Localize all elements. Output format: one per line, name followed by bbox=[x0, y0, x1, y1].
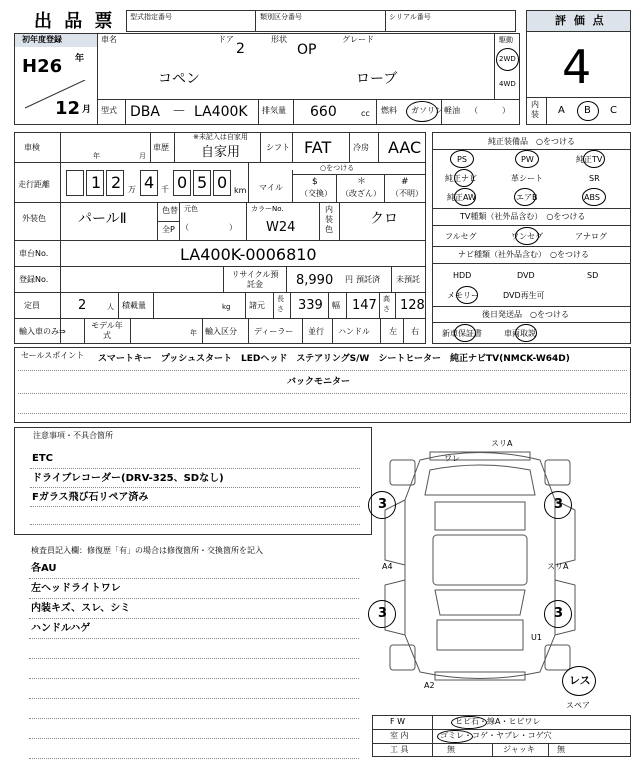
grade-label: グレード bbox=[342, 35, 374, 44]
equip-pw: PW bbox=[521, 155, 534, 164]
model-label: 型式 bbox=[101, 106, 117, 115]
first-reg-label: 初年度登録 bbox=[22, 35, 62, 44]
equip-navi-circle bbox=[454, 169, 474, 187]
document-title: 出 品 票 bbox=[34, 11, 116, 32]
inspection-month-unit: 月 bbox=[139, 152, 146, 160]
load-kg-unit: kg bbox=[222, 303, 231, 311]
recycle-value: 8,990 bbox=[296, 273, 334, 288]
light-oil-label: 軽油 bbox=[444, 106, 460, 115]
width-label: 幅 bbox=[332, 301, 340, 310]
recycle-unit: 円 bbox=[345, 275, 353, 284]
recycle-status: 預託済 bbox=[356, 275, 380, 284]
width-value: 147 bbox=[352, 298, 377, 313]
model-year-label: モデル年式 bbox=[91, 321, 123, 340]
tv-fullseg: フルセグ bbox=[445, 232, 477, 241]
equip-tv: 純正TV bbox=[576, 155, 603, 164]
selling-points-line2: バックモニター bbox=[287, 377, 351, 387]
doors-label: ドア bbox=[218, 35, 234, 44]
room-label: 室 内 bbox=[390, 731, 409, 740]
tv-oneseg: ワンセグ bbox=[511, 232, 543, 241]
jack-label: ジャッキ bbox=[503, 745, 535, 754]
color-no-label: カラーNo. bbox=[251, 205, 284, 213]
equip-abs: ABS bbox=[584, 193, 600, 202]
damage-mark-right: スリA bbox=[547, 562, 569, 571]
mileage-sen-unit: 千 bbox=[161, 185, 169, 194]
navi-hdd: HDD bbox=[453, 271, 472, 280]
mileage-label: 走行距離 bbox=[18, 180, 50, 189]
mark-unknown: （不明） bbox=[391, 189, 423, 198]
inspector-line-4: ハンドルハゲ bbox=[31, 623, 91, 634]
mileage-digit-5: 0 bbox=[217, 173, 228, 192]
capacity-value: 2 bbox=[78, 298, 87, 313]
mile-label: マイル bbox=[259, 183, 283, 192]
navi-title: ナビ種類（社外品含む） ○をつける bbox=[458, 250, 589, 259]
damage-mark-left: A4 bbox=[382, 562, 393, 571]
mileage-digit-2: 4 bbox=[144, 173, 155, 192]
interior-grade-a: A bbox=[558, 105, 565, 116]
tire-tread-rl-value: 3 bbox=[378, 606, 388, 621]
import-class-label: 輸入区分 bbox=[205, 327, 237, 336]
body-value: OP bbox=[297, 42, 317, 58]
month-unit: 月 bbox=[82, 105, 92, 115]
tools-none: 無 bbox=[447, 745, 455, 754]
year-unit: 年 bbox=[75, 54, 85, 64]
damage-mark-rear-right: U1 bbox=[531, 633, 542, 642]
history-label: 車歴 bbox=[153, 143, 169, 152]
serial-no-label: シリアル番号 bbox=[389, 13, 431, 21]
equip-ps-circle bbox=[450, 150, 474, 168]
import-label: 輸入車のみ⇒ bbox=[19, 327, 66, 336]
mark-star: ＊ bbox=[357, 177, 367, 187]
note-line-1: ETC bbox=[32, 453, 53, 464]
mileage-box-0 bbox=[66, 170, 84, 196]
color-change-label: 色替 bbox=[162, 206, 178, 215]
cc-unit: cc bbox=[361, 109, 370, 118]
model-designation-label: 型式指定番号 bbox=[130, 13, 172, 21]
interior-grade-label: 内装 bbox=[531, 100, 539, 119]
first-reg-year: H26 bbox=[22, 56, 63, 77]
tire-tread-fr-value: 3 bbox=[554, 497, 564, 512]
model-prefix: DBA bbox=[130, 104, 160, 120]
equip-navi: 純正ナビ bbox=[445, 174, 477, 183]
drive-2wd: 2WD bbox=[499, 55, 516, 63]
height-value: 128 bbox=[400, 298, 425, 313]
inspector-line-3: 内装キズ、スレ、シミ bbox=[31, 603, 131, 614]
later-manual-circle bbox=[515, 324, 537, 342]
fuel-value: ガソリン bbox=[411, 106, 443, 115]
note-line-3: Fガラス飛び石リペア済み bbox=[32, 492, 149, 503]
history-note: ※未記入は自家用 bbox=[193, 133, 248, 141]
equip-sr: SR bbox=[589, 174, 600, 183]
doors-value: 2 bbox=[236, 41, 245, 57]
inspection-year-unit: 年 bbox=[93, 152, 100, 160]
model-year-unit: 年 bbox=[190, 329, 197, 337]
selling-points-line1: スマートキー プッシュスタート LEDヘッド ステアリングS/W シートヒーター 純正ナビTV(NMCK-W64D) bbox=[98, 354, 570, 364]
mileage-digit-1: 2 bbox=[111, 173, 122, 192]
mileage-man-unit: 万 bbox=[128, 185, 136, 194]
equip-airbag-circle bbox=[514, 188, 536, 206]
later-warranty: 新車保証書 bbox=[442, 329, 482, 338]
length-label: 長さ bbox=[277, 295, 284, 313]
category-no-label: 類別区分番号 bbox=[260, 13, 302, 21]
height-label: 高さ bbox=[383, 295, 390, 313]
interior-grade-b: B bbox=[584, 105, 591, 116]
rating-value: 4 bbox=[562, 40, 592, 94]
fw-label: F W bbox=[390, 717, 406, 726]
equip-pw-circle bbox=[515, 150, 539, 168]
inspector-line-1: 各AU bbox=[31, 563, 57, 574]
tv-analog: アナログ bbox=[575, 232, 607, 241]
equip-airbag: エアB bbox=[516, 193, 538, 202]
recycle-label: リサイクル預託金 bbox=[231, 270, 279, 289]
selling-points-label: セールスポイント bbox=[21, 351, 85, 360]
car-name-label: 車名 bbox=[101, 35, 117, 44]
tv-title: TV種類（社外品含む） ○をつける bbox=[460, 212, 586, 221]
load-label: 積載量 bbox=[122, 301, 146, 310]
room-circle bbox=[437, 730, 473, 743]
displacement-value: 660 bbox=[310, 104, 337, 120]
damage-mark-rear: A2 bbox=[424, 681, 435, 690]
original-color-paren: （ ） bbox=[181, 223, 237, 232]
drive-4wd: 4WD bbox=[499, 80, 516, 88]
aircon-value: AAC bbox=[388, 138, 422, 157]
handle-right: 右 bbox=[411, 327, 419, 336]
room-options: ゴミレ・コゲ・ヤブレ・コゲ穴 bbox=[440, 731, 552, 740]
shift-value: FAT bbox=[304, 138, 332, 157]
grade-value: ローブ bbox=[356, 71, 398, 87]
aircon-label: 冷房 bbox=[353, 143, 369, 152]
reg-no-label: 登録No. bbox=[19, 275, 49, 284]
mileage-digit-4: 5 bbox=[197, 173, 208, 192]
mileage-km-unit: km bbox=[234, 186, 247, 195]
later-warranty-circle bbox=[454, 324, 476, 342]
handle-label: ハンドル bbox=[338, 327, 370, 336]
tv-oneseg-circle bbox=[515, 227, 539, 245]
inspector-line-2: 左ヘッドライトワレ bbox=[31, 583, 121, 594]
note-line-2: ドライブレコーダー(DRV-325、SDなし) bbox=[32, 473, 224, 484]
equip-abs-circle bbox=[582, 188, 606, 206]
drive-label: 駆動 bbox=[499, 36, 513, 44]
chassis-value: LA400K-0006810 bbox=[180, 245, 317, 264]
later-manual: 車両取説 bbox=[504, 329, 536, 338]
length-value: 339 bbox=[298, 298, 323, 313]
mark-hash: # bbox=[401, 177, 409, 187]
equip-aw-circle bbox=[454, 188, 476, 206]
fw-circle bbox=[451, 716, 487, 729]
mileage-digit-0: 1 bbox=[91, 173, 102, 192]
chassis-label: 車台No. bbox=[19, 249, 49, 258]
interior-grade-c: C bbox=[610, 105, 617, 116]
exterior-label: 外装色 bbox=[22, 214, 46, 223]
notes-title: 注意事項・不具合箇所 bbox=[33, 431, 113, 440]
later-title: 後日発送品 ○をつける bbox=[482, 310, 569, 319]
dims-label: 諸元 bbox=[249, 301, 265, 310]
spare-tire-value: レス bbox=[569, 674, 591, 687]
equipment-title: 純正装備品 ○をつける bbox=[488, 137, 575, 146]
fuel-paren: （ ） bbox=[470, 106, 510, 115]
navi-memory: メモリー bbox=[447, 291, 479, 300]
equip-leather: 革シート bbox=[511, 174, 543, 183]
navi-memory-circle bbox=[456, 286, 478, 304]
mark-dollar: $ bbox=[312, 177, 318, 187]
equip-ps: PS bbox=[457, 155, 467, 164]
import-dealer: ディーラー bbox=[254, 327, 294, 336]
handle-left: 左 bbox=[389, 327, 397, 336]
damage-mark-crack: ワレ bbox=[444, 454, 460, 463]
displacement-label: 排気量 bbox=[262, 106, 286, 115]
fuel-circle bbox=[406, 101, 438, 122]
navi-dvd-play: DVD再生可 bbox=[503, 291, 545, 300]
damage-mark-front: スリA bbox=[491, 439, 513, 448]
model-code: LA400K bbox=[194, 104, 248, 120]
inspector-title: 検査員記入欄：修復歴「有」の場合は修復箇所・交換箇所を記入 bbox=[31, 546, 263, 555]
interior-grade-circle bbox=[577, 101, 599, 121]
header-number-strip bbox=[126, 10, 516, 32]
inspection-label: 車検 bbox=[24, 143, 40, 152]
color-no-value: W24 bbox=[266, 220, 296, 235]
mark-tamper: （改ざん） bbox=[341, 189, 381, 198]
exterior-value: パールⅡ bbox=[78, 211, 127, 227]
rating-label: 評 価 点 bbox=[555, 14, 606, 27]
spare-tire-label: スペア bbox=[566, 701, 590, 710]
recycle-pending: 未預託 bbox=[396, 275, 420, 284]
tire-tread-fl-value: 3 bbox=[378, 497, 388, 512]
drive-2wd-circle bbox=[496, 48, 519, 71]
interior-color-value: クロ bbox=[370, 211, 398, 227]
jack-none: 無 bbox=[557, 745, 565, 754]
equip-aw: 純正AW bbox=[447, 193, 476, 202]
mileage-digit-3: 0 bbox=[177, 173, 188, 192]
tire-tread-rr-value: 3 bbox=[554, 606, 564, 621]
car-name: コペン bbox=[158, 71, 200, 87]
fuel-label: 燃料 bbox=[381, 106, 397, 115]
original-color-label: 元色 bbox=[184, 205, 198, 213]
equip-tv-circle bbox=[583, 150, 605, 168]
mark-exchange: （交換） bbox=[300, 189, 332, 198]
model-dash: － bbox=[172, 104, 186, 120]
capacity-unit: 人 bbox=[107, 303, 114, 311]
body-label: 形状 bbox=[271, 35, 287, 44]
navi-sd: SD bbox=[587, 271, 599, 280]
shift-label: シフト bbox=[266, 143, 290, 152]
capacity-label: 定員 bbox=[24, 301, 40, 310]
import-parallel: 並行 bbox=[308, 327, 324, 336]
navi-dvd: DVD bbox=[517, 271, 535, 280]
first-reg-month: 12 bbox=[55, 98, 81, 119]
interior-color-label: 内装色 bbox=[325, 205, 333, 234]
all-around-label: 全P bbox=[162, 225, 175, 234]
fw-options: ヒビ石・線A・ヒビワレ bbox=[455, 717, 541, 726]
mileage-circle-note: ○をつける bbox=[320, 164, 355, 172]
tools-label: 工 具 bbox=[390, 745, 409, 754]
history-value: 自家用 bbox=[201, 145, 241, 160]
